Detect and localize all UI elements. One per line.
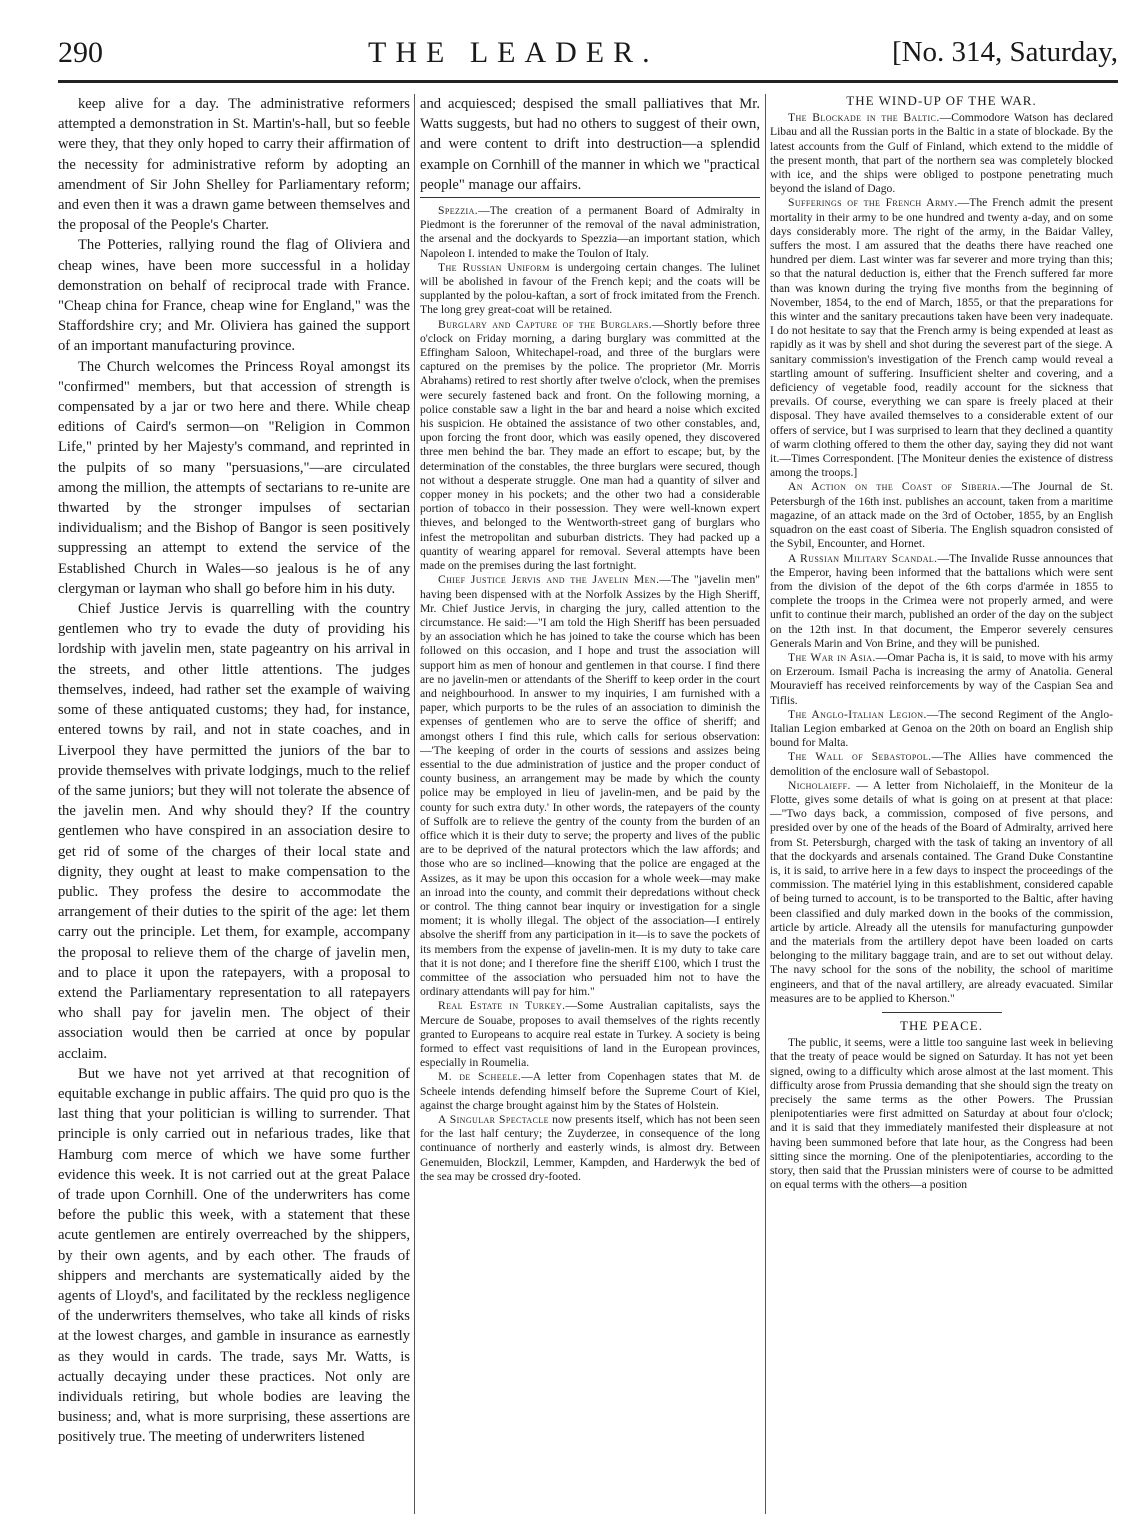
news-item [770, 708, 1113, 751]
news-item-head: An Action on the Coast of Siberia. [788, 480, 1001, 494]
news-item-head: A Russian Military Scandal. [788, 551, 938, 565]
news-item [770, 111, 1113, 196]
article-paragraph: The public, it seems, were a little too sanguine last week in believing that the treaty of peace would be signed on Saturday. It has not yet been signed, owing to a difficulty which arose almost at the last moment. This difficulty arose from Prussia demanding that she should sign the treaty on precisely the same terms as the other Powers. The Prussian plenipotentiaries were first admitted on Saturday at about four o'clock; and it is said that they immediately manifested their displeasure at not having been summoned before that late hour, as the Congress had been sitting since the morning. One of the plenipotentiaries, according to the story, then said that the Prussian ministers were of course to be admitted on equal terms with the others—a position [770, 1036, 1113, 1192]
news-item [420, 1070, 760, 1113]
article-paragraph: But we have not yet arrived at that recognition of equitable exchange in public affairs. The quid pro quo is the last thing that your politician is willing to surrender. That principle is only carried out in nefarious trades, like that Hamburg com merce of which we have some further evidence this week. It is not carried out at the great Palace of trade upon Cornhill. One of the underwriters has come before the public this week, with a statement that these acute gentlemen are entirely overreached by the shippers, by their own agents, and by each other. The frauds of shippers and merchants are systematically aided by the agents of Lloyd's, and facilitated by the reckless negligence of the underwriters themselves, who take all kinds of risks at the lowest charges, and gamble in insurance as earnestly as they would in cards. The trade, says Mr. Watts, is actually decaying under these practices. Not only are individuals retiring, but whole bodies are leaving the business; and, what is more surprising, these assertions are positively true. The meeting of underwriters listened [58, 1065, 410, 1446]
news-item-head: M. de Scheele. [438, 1070, 522, 1084]
article-paragraph: Chief Justice Jervis is quarrelling with the country gentlemen who try to evade the duty of providing his lordship with javelin men, state pageantry on his arrival in the streets, and other little attentions. The judges themselves, indeed, had rather set the example of waiving some of these antiquated customs; they had, for instance, entered towns by rail, and not in state coaches, and in Liverpool they have permitted the juniors of the bar to provide themselves with private lodgings, much to the relief of the same juniors; but they will not tolerate the absence of the javelin men. And why should they? If the country gentlemen who have conspired in an association desire to get rid of some of the charges of their local state and dignity, they ought at least to make compensation to the public. They profess the desire to accommodate the arrangement of their duties to the spirit of the age: let them carry out the principle. Let them, for example, accompany the proposal to relieve them of the charge of javelin men, and to place it upon the ratepayers, with a proposal to extend the Parliamentary representation to all ratepayers who shall pay for javelin men. The object of their association would then be carried at once by popular acclaim. [58, 601, 410, 1062]
news-item [420, 261, 760, 318]
news-item [420, 1113, 760, 1184]
news-item [420, 204, 760, 261]
news-item-body: —A letter from Copenhagen states that M. de Scheele intends defending himself before the Supreme Court of Kiel, against the charge brought against him by the States of Holstein. [420, 1070, 760, 1112]
news-item-head: The Russian Uniform [438, 260, 550, 274]
news-item [770, 480, 1113, 551]
section-title: THE WIND-UP OF THE WAR. [846, 94, 1037, 108]
article-paragraph: The Church welcomes the Princess Royal amongst its "confirmed" members, but that accession of strength is compensated by a jar or two here and there. While cheap editions of Caird's sermon—on "Religion in Common Life," printed by her Majesty's command, and reprinted in the pulpits of so many "persuasions,"—are circulated among the million, the attempts of sectarians to re-unite are thwarted by the stronger impulses of sectarian individualism; and the Bishop of Bangor is seen positively suppressing an attempt to extend the service of the Established Church in Wales—so jealous is he of any clergyman or layman who shall go before him in his duty. [58, 358, 410, 597]
news-item [770, 552, 1113, 651]
page-header [58, 36, 1118, 96]
news-item-body: —The second Regiment of the Anglo-Italian Legion embarked at Genoa on the 20th on board an English ship bound for Malta. [770, 707, 1113, 750]
news-item [770, 750, 1113, 778]
masthead-title: THE LEADER. [368, 36, 659, 69]
news-item-body: —The Journal de St. Petersburgh of the 16th inst. publishes an account, taken from a maritime magazine, of an attack made on the 3rd of October, 1855, by an English squadron on the east coast of Siberia. The English squadron consisted of the Sybil, Encounter, and Hornet. [770, 480, 1113, 551]
page-number: 290 [58, 36, 103, 69]
news-item-body: —Omar Pacha is, it is said, to move with his army on Erzeroum. Ismail Pacha is increasing the army of Anatolia. General Mouravieff has received reinforcements by way of the Caspian Sea and Tiflis. [770, 650, 1113, 707]
news-item [420, 573, 760, 999]
news-item [420, 318, 760, 574]
column-1 [58, 94, 410, 1524]
news-item-head: Sufferings of the French Army. [788, 196, 958, 210]
article-paragraph: keep alive for a day. The administrative reformers attempted a demonstration in St. Martin's-hall, but so feeble were they, that they only hoped to carry their affirmation of the necessity for administrative reform by adopting an amendment of Sir John Shelley for Parliamentary reform; and even then it was a drawn game between themselves and the proposal of the People's Charter. [58, 96, 410, 234]
news-item [770, 779, 1113, 1006]
news-item-body: — A letter from Nicholaieff, in the Moniteur de la Flotte, gives some details of what is going on at present at that place:—"Two days back, a commission, composed of five persons, and presided over by one of the heads of the Board of Admiralty, arrived here from St. Petersburgh, charged with the task of taking an inventory of all that the dockyards and arsenals contained. The Grand Duke Constantine is, it is said, to arrive here in a few days to inspect the proceedings of the commission. The matériel lying in this establishment, considered capable of being turned to account, is to be transported to the Baltic, after having been classified and duly marked down in the books of the commission, article by article. Already all the utensils for manufacturing gunpowder and the materials from the artillery depot have been loaded on carts belonging to the military baggage train, and are to set out without delay. The navy school for the sons of the nobility, the school of maritime engineers, and that of the naval artillery, are already evacuated. Similar measures are to be applied to Kherson." [770, 778, 1113, 1005]
column-divider [414, 94, 415, 1514]
article-paragraph: The Potteries, rallying round the flag of Oliviera and cheap wines, have been more successful in a holiday demonstration on behalf of reciprocal trade with France. "Cheap china for France, cheap wine for England," was the Staffordshire cry; and Mr. Oliviera has gained the support of an important manufacturing province. [58, 237, 410, 355]
news-item [770, 651, 1113, 708]
section-title: THE PEACE. [900, 1018, 983, 1033]
news-item-body: is undergoing certain changes. The lulinet will be abolished in favour of the French kepi; and the coats will be supplanted by the polou-kaftan, a sort of frock imitated from the French. The long grey great-coat will be retained. [420, 260, 760, 317]
news-item-head: Real Estate in Turkey. [438, 999, 566, 1013]
section-rule [420, 197, 760, 198]
column-2 [420, 94, 760, 1514]
news-item-body: now presents itself, which has not been seen for the last half century; the Zuyderzee, in consequence of the long continuance of northerly and easterly winds, is almost dry. Between Genemuiden, Blockzil, Lemmer, Kampden, and Harderwyk the bed of the sea may be crossed dry-footed. [420, 1113, 760, 1183]
column-3 [770, 94, 1113, 1514]
news-item-head: Spezzia. [438, 204, 479, 218]
news-item-head: The Wall of Sebastopol. [788, 750, 932, 764]
header-rule [58, 80, 1118, 83]
news-item-head: The Blockade in the Baltic. [788, 111, 940, 125]
news-item [770, 196, 1113, 480]
news-item-head: Burglary and Capture of the Burglars. [438, 317, 653, 331]
news-item-body: —Commodore Watson has declared Libau and all the Russian ports in the Baltic in a state of blockade. By the latest accounts from the Gulf of Finland, which extend to the middle of the present month, that part of the northern sea was completely blocked with ice, and the ships were obliged to postpone penetrating much beyond the island of Dago. [770, 111, 1113, 196]
column-divider [765, 94, 766, 1514]
news-item-body: —The French admit the present mortality in their army to be one hundred and twenty a-day, and on some days considerably more. The right of the army, in the Baidar Valley, suffers the most. I am assured that the deaths there have reached one hundred per diem. Last winter was far severer and more trying than this; so that the natural deduction is, either that the French suffered far more than was known during the trying five months from the beginning of November, 1854, to the end of March, 1855, or that the preparations for this winter and the sanitary precautions taken have been very inadequate. I do not hesitate to say that the French army is being expended at least as rapidly as it was by shell and shot during the severest part of the siege. A sanitary commission's investigation of the French camp would reveal a startling amount of suffering. Insufficient shelter and covering, and a deficiency of vegetable food, readily account for the sickness that prevails. Of course, everything we can spare is freely placed at their disposal. They have availed themselves to a considerable extent of our offers of service, but I was surprised to learn that they declined a quantity of warm clothing offered to them the other day, saying they did not want it.—Times Correspondent. [The Moniteur denies the existence of distress among the troops.] [770, 196, 1113, 480]
news-item-body: —The Invalide Russe announces that the Emperor, having been informed that the battalions which were sent from the division of the depot of the 6th corps d'armée in 1855 to complete the troops in the Crimea were not properly armed, and were unfit to continue their march, published an order of the day on the subject on the 12th inst. In that document, the Emperor severely censures Generals Marin and Von Brine, and they will be punished. [770, 551, 1113, 650]
news-item-body: —The "javelin men" having been dispensed with at the Norfolk Assizes by the High Sheriff, Mr. Chief Justice Jervis, in charging the jury, called attention to the circumstance. He said:—"I am told the High Sheriff has been persuaded by an association which he has joined to take the course which has been followed on this occasion, and I hope and trust the association will support him as men of honour and gentlemen in that course. I find there are no javelin-men or attendants of the Sheriff to keep order in the court and neighbourhood. In answer to my inquiries, I am furnished with a paper, which purports to be the rules of an association to diminish the expenses of gentlemen who are to serve the office of sheriff; and amongst others I find this rule, which calls for serious observation:—'The keeping of order in the courts of sessions and assizes being essential to the due administration of justice and the proper conduct of county business, an arrangement may be made by which the county police may be employed in lieu of javelin-men, and be paid by the county for such extra duty.' In other words, the ratepayers of the county of Suffolk are to relieve the gentry of the county from the burden of an office which it is their duty to serve; the property and lives of the public are to be deprived of the natural protectors which the law affords; and those who are so inclined—knowing that the police are engaged at the Assizes, as it may be upon this occasion for a whole week—may make an inroad into the county, and commit their depredations without check or control. The thing cannot bear inquiry or investigation for a single moment; it is wholly illegal. The object of the association—I entirely absolve the sheriff from any participation in it—is to save the pockets of its members from the expense of javelin-men. It is my duty to take care that it is not done; and I therefore fine the sheriff £100, which I trust the committee of the association who persuaded him not to have the ordinary attendants will pay for him." [420, 573, 760, 999]
news-item-head: The Anglo-Italian Legion. [788, 707, 927, 721]
news-item-head: Nicholaieff. [788, 778, 851, 792]
news-item [420, 999, 760, 1070]
article-paragraph: and acquiesced; despised the small palliatives that Mr. Watts suggests, but had no others to suggest of their own, and were content to drift into destruction—a splendid example on Cornhill of the manner in which we "practical people" manage our affairs. [420, 96, 760, 193]
news-item-body: —Shortly before three o'clock on Friday morning, a daring burglary was committed at the Effingham Saloon, Whitechapel-road, and three of the burglars were captured on the premises by the police. The proprietor (Mr. Morris Abrahams) retired to rest shortly after twelve o'clock, when the premises were securely fastened back and front. On the following morning, a police constable saw a light in the bar and heard a noise which excited his suspicion. He obtained the assistance of two other constables, and, upon forcing the front door, which was easily opened, they discovered three men behind the bar. They made an effort to escape; but, by the determination of the constables, the three burglars were secured, though not without a desperate struggle. One man had a quantity of silver and copper money in his pockets; and the other two had a considerable portion of tobacco in their possession. They were well-known expert thieves, and belonged to the Wentworth-street gang of burglars who infest the metropolitan and suburban districts. They had packed up a quantity of wearing apparel for removal. Several attempts have been made on the premises during the last fortnight. [420, 317, 760, 573]
news-item-head: The War in Asia. [788, 650, 876, 664]
news-item-body: —The creation of a permanent Board of Admiralty in Piedmont is the forerunner of the removal of the naval administration, the arsenal and the dockyards to Spezzia—an important station, which Napoleon I. intended to make the Toulon of Italy. [420, 204, 760, 260]
news-item-head: A Singular Spectacle [438, 1113, 549, 1127]
news-item-body: —Some Australian capitalists, says the Mercure de Souabe, proposes to avail themselves of the rights recently granted to Europeans to acquire real estate in Turkey. A society is being formed to effect vast requisitions of land in the European provinces, especially in Roumelia. [420, 999, 760, 1070]
section-rule [882, 1012, 1002, 1013]
news-item-head: Chief Justice Jervis and the Javelin Men. [438, 573, 660, 587]
issue-number: [No. 314, Saturday, [891, 36, 1118, 68]
news-item-body: —The Allies have commenced the demolition of the enclosure wall of Sebastopol. [770, 750, 1113, 778]
